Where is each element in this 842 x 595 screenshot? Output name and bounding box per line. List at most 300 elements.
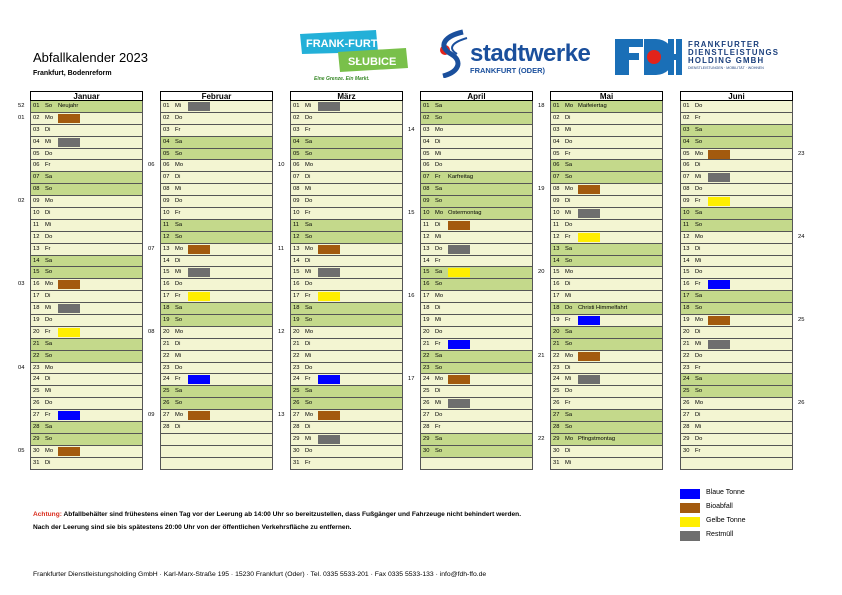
week-number: 12	[278, 328, 285, 335]
day-number: 19	[163, 317, 170, 324]
weekday: Di	[305, 174, 311, 181]
day-row	[290, 196, 403, 208]
day-row	[18, 363, 143, 375]
month-header: April	[420, 91, 533, 101]
weekday: Do	[435, 328, 443, 335]
day-number: 28	[293, 424, 300, 431]
day-number: 08	[163, 186, 170, 193]
day-number: 02	[33, 114, 40, 121]
weekday: Sa	[695, 293, 703, 300]
day-number: 27	[683, 412, 690, 419]
brown-bin-marker	[578, 185, 600, 194]
day-number: 22	[683, 352, 690, 359]
weekday: Sa	[565, 412, 573, 419]
day-number: 11	[683, 221, 690, 228]
weekday: Fr	[565, 317, 571, 324]
day-number: 19	[423, 317, 430, 324]
day-row	[408, 374, 533, 386]
day-number: 08	[423, 186, 430, 193]
week-number: 26	[798, 400, 805, 407]
day-number: 28	[163, 424, 170, 431]
day-number: 04	[423, 138, 430, 145]
day-number: 02	[293, 114, 300, 121]
weekday: Do	[695, 269, 703, 276]
weekday: So	[175, 400, 183, 407]
week-number: 05	[18, 447, 25, 454]
weekday: Do	[175, 281, 183, 288]
day-number: 22	[33, 352, 40, 359]
weekday: Sa	[175, 388, 183, 395]
weekday: So	[45, 186, 53, 193]
weekday: Do	[305, 114, 313, 121]
weekday: Mo	[45, 447, 54, 454]
day-number: 09	[553, 198, 560, 205]
weekday: Do	[45, 317, 53, 324]
day-row	[420, 184, 533, 196]
weekday: Mi	[305, 186, 312, 193]
weekday: Mo	[175, 162, 184, 169]
weekday: Do	[45, 233, 53, 240]
day-row	[18, 113, 143, 125]
day-number: 03	[553, 126, 560, 133]
day-number: 16	[293, 281, 300, 288]
weekday: Fr	[45, 328, 51, 335]
day-number: 15	[553, 269, 560, 276]
gray-bin-marker	[448, 399, 470, 408]
day-number: 31	[553, 459, 560, 466]
day-row	[550, 160, 663, 172]
day-row	[680, 446, 793, 458]
day-row	[550, 458, 663, 470]
day-number: 20	[423, 328, 430, 335]
day-number: 21	[423, 340, 430, 347]
weekday: So	[695, 305, 703, 312]
day-number: 29	[33, 435, 40, 442]
week-number: 07	[148, 245, 155, 252]
weekday: Fr	[175, 376, 181, 383]
holiday-label: Ostermontag	[448, 210, 482, 217]
day-number: 30	[683, 447, 690, 454]
day-number: 25	[423, 388, 430, 395]
yellow-swatch	[680, 517, 700, 527]
blue-bin-marker	[578, 316, 600, 325]
blue-bin-marker	[708, 280, 730, 289]
weekday: Do	[435, 412, 443, 419]
day-number: 22	[163, 352, 170, 359]
day-row	[290, 279, 403, 291]
month-0	[18, 91, 143, 470]
day-number: 01	[423, 103, 430, 109]
day-row	[160, 208, 273, 220]
day-number: 29	[683, 435, 690, 442]
day-row	[290, 172, 403, 184]
weekday: Fr	[305, 210, 311, 217]
day-number: 28	[423, 424, 430, 431]
day-number: 22	[553, 352, 560, 359]
weekday: Di	[45, 293, 51, 300]
weekday: Mo	[305, 328, 314, 335]
day-row	[30, 160, 143, 172]
weekday: Do	[435, 245, 443, 252]
day-row	[680, 208, 793, 220]
day-number: 20	[163, 328, 170, 335]
fdh-logo-icon	[614, 37, 684, 77]
weekday: Mo	[45, 281, 54, 288]
weekday: Mi	[435, 150, 442, 157]
day-row	[420, 339, 533, 351]
day-number: 01	[683, 103, 690, 109]
weekday: Do	[695, 435, 703, 442]
day-number: 10	[423, 210, 430, 217]
month-header: Juni	[680, 91, 793, 101]
notice-warning: Achtung:	[33, 511, 62, 518]
weekday: So	[565, 424, 573, 431]
day-row	[680, 244, 793, 256]
weekday: Mo	[565, 103, 574, 109]
weekday: Mi	[695, 257, 702, 264]
day-number: 11	[163, 221, 170, 228]
day-row	[278, 244, 403, 256]
day-number: 30	[423, 447, 430, 454]
day-number: 04	[163, 138, 170, 145]
day-row	[550, 244, 663, 256]
day-number: 01	[163, 103, 170, 109]
weekday: Mi	[45, 305, 52, 312]
day-number: 19	[293, 317, 300, 324]
weekday: Mo	[565, 435, 574, 442]
weekday: Sa	[435, 186, 443, 193]
day-number: 16	[423, 281, 430, 288]
day-number: 07	[553, 174, 560, 181]
day-row	[160, 184, 273, 196]
weekday: Sa	[305, 221, 313, 228]
day-row	[680, 398, 805, 410]
day-row	[30, 303, 143, 315]
weekday: Fr	[695, 364, 701, 371]
day-row	[680, 172, 793, 184]
week-number: 20	[538, 269, 545, 276]
day-number: 16	[163, 281, 170, 288]
gray-bin-marker	[708, 173, 730, 182]
holiday-label: Christi Himmelfahrt	[578, 305, 628, 312]
day-row	[680, 386, 793, 398]
day-row	[160, 113, 273, 125]
day-row	[680, 149, 805, 161]
weekday: Fr	[305, 459, 311, 466]
day-number: 19	[683, 317, 690, 324]
day-number: 21	[553, 340, 560, 347]
day-row	[160, 374, 273, 386]
day-row	[290, 374, 403, 386]
day-row	[550, 149, 663, 161]
day-row	[680, 160, 793, 172]
day-row	[680, 113, 793, 125]
day-row	[290, 363, 403, 375]
day-row	[420, 149, 533, 161]
day-row	[30, 327, 143, 339]
day-number: 07	[163, 174, 170, 181]
day-number: 14	[553, 257, 560, 264]
legend-label: Blaue Tonne	[706, 489, 745, 496]
day-number: 18	[683, 305, 690, 312]
brown-bin-marker	[58, 447, 80, 456]
day-row	[420, 137, 533, 149]
day-number: 23	[683, 364, 690, 371]
legend-label: Gelbe Tonne	[706, 517, 746, 524]
week-number: 04	[18, 364, 25, 371]
week-number: 17	[408, 376, 415, 383]
day-row	[550, 291, 663, 303]
day-row	[30, 220, 143, 232]
gray-bin-marker	[578, 209, 600, 218]
day-number: 09	[33, 198, 40, 205]
day-row	[550, 398, 663, 410]
day-number: 15	[33, 269, 40, 276]
weekday: Mo	[45, 114, 54, 121]
day-row	[680, 339, 793, 351]
svg-text:2023: 2023	[386, 37, 398, 43]
day-number: 08	[683, 186, 690, 193]
weekday: Mo	[565, 186, 574, 193]
weekday: Mi	[305, 103, 312, 109]
day-row	[680, 101, 793, 113]
day-number: 22	[293, 352, 300, 359]
day-number: 04	[683, 138, 690, 145]
weekday: Di	[565, 364, 571, 371]
weekday: Fr	[305, 376, 311, 383]
gray-bin-marker	[578, 375, 600, 384]
day-row	[550, 410, 663, 422]
weekday: Mi	[45, 388, 52, 395]
day-row	[148, 160, 273, 172]
day-number: 11	[553, 221, 560, 228]
day-number: 25	[553, 388, 560, 395]
day-number: 27	[293, 412, 300, 419]
day-row	[680, 267, 793, 279]
weekday: Di	[45, 459, 51, 466]
weekday: Sa	[435, 435, 443, 442]
weekday: Mo	[695, 317, 704, 324]
brown-bin-marker	[188, 245, 210, 254]
weekday: Sa	[305, 138, 313, 145]
day-number: 16	[683, 281, 690, 288]
weekday: Di	[305, 340, 311, 347]
week-number: 08	[148, 328, 155, 335]
weekday: Sa	[435, 269, 443, 276]
day-number: 19	[553, 317, 560, 324]
day-row	[290, 398, 403, 410]
day-row	[550, 113, 663, 125]
day-number: 23	[163, 364, 170, 371]
day-number: 21	[683, 340, 690, 347]
month-header: Januar	[30, 91, 143, 101]
day-number: 20	[293, 328, 300, 335]
day-row	[420, 422, 533, 434]
day-row	[550, 220, 663, 232]
brown-bin-marker	[58, 280, 80, 289]
day-number: 05	[423, 150, 430, 157]
weekday: Mo	[565, 269, 574, 276]
yellow-bin-marker	[318, 292, 340, 301]
day-number: 13	[553, 245, 560, 252]
day-row	[420, 101, 533, 113]
day-row	[408, 291, 533, 303]
yellow-bin-marker	[58, 328, 80, 337]
day-number: 24	[293, 376, 300, 383]
footer: Frankfurter Dienstleistungsholding GmbH · Karl-Marx-Straße 195 · 15230 Frankfurt (Oder) · Tel. 0335 5533-201 · Fax 0335 5533-133 · info@fdh-ffo.de	[33, 571, 487, 578]
day-row	[160, 422, 273, 434]
day-row	[290, 315, 403, 327]
yellow-bin-marker	[448, 268, 470, 277]
day-number: 26	[683, 400, 690, 407]
day-row	[550, 327, 663, 339]
day-number: 04	[293, 138, 300, 145]
day-row	[160, 434, 273, 446]
weekday: Fr	[695, 198, 701, 205]
weekday: Sa	[565, 162, 573, 169]
day-number: 17	[553, 293, 560, 300]
day-row	[420, 196, 533, 208]
day-row	[290, 291, 403, 303]
weekday: Do	[175, 198, 183, 205]
day-row	[30, 315, 143, 327]
day-row	[420, 458, 533, 470]
day-number: 16	[33, 281, 40, 288]
day-number: 02	[163, 114, 170, 121]
day-number: 13	[163, 245, 170, 252]
day-row	[550, 256, 663, 268]
day-row	[680, 374, 793, 386]
day-number: 14	[293, 257, 300, 264]
day-number: 26	[293, 400, 300, 407]
day-number: 08	[33, 186, 40, 193]
logo1-caption: Eine Grenze. Ein Markt.	[314, 76, 370, 82]
day-row	[160, 363, 273, 375]
week-number: 52	[18, 103, 25, 109]
day-number: 09	[423, 198, 430, 205]
day-number: 18	[553, 305, 560, 312]
weekday: Do	[565, 221, 573, 228]
day-row	[420, 160, 533, 172]
weekday: Mo	[175, 412, 184, 419]
weekday: Mo	[305, 412, 314, 419]
weekday: Do	[305, 364, 313, 371]
weekday: So	[565, 257, 573, 264]
day-number: 25	[33, 388, 40, 395]
day-row	[420, 434, 533, 446]
day-number: 17	[423, 293, 430, 300]
legend-label: Bioabfall	[706, 503, 733, 510]
day-number: 09	[683, 198, 690, 205]
weekday: Di	[435, 221, 441, 228]
weekday: Fr	[435, 257, 441, 264]
day-row	[30, 208, 143, 220]
weekday: So	[435, 364, 443, 371]
day-row	[290, 184, 403, 196]
week-number: 10	[278, 162, 285, 169]
day-row	[680, 363, 793, 375]
weekday: Mo	[305, 162, 314, 169]
weekday: Do	[695, 103, 703, 109]
month-4	[538, 91, 663, 470]
day-row	[160, 351, 273, 363]
week-number: 11	[278, 245, 285, 252]
day-number: 17	[683, 293, 690, 300]
week-number: 15	[408, 210, 415, 217]
day-number: 01	[293, 103, 300, 109]
day-row	[30, 256, 143, 268]
weekday: Sa	[305, 305, 313, 312]
brown-bin-marker	[318, 411, 340, 420]
day-number: 18	[33, 305, 40, 312]
weekday: Fr	[435, 424, 441, 431]
day-row	[420, 363, 533, 375]
fdh-name-line3: HOLDING GMBH	[688, 56, 765, 65]
weekday: Do	[695, 186, 703, 193]
weekday: So	[695, 138, 703, 145]
month-2	[278, 91, 403, 470]
day-row	[420, 172, 533, 184]
day-row	[680, 256, 793, 268]
weekday: Di	[695, 245, 701, 252]
weekday: Fr	[45, 412, 51, 419]
day-number: 10	[33, 210, 40, 217]
weekday: Fr	[305, 126, 311, 133]
day-row	[290, 256, 403, 268]
day-number: 13	[293, 245, 300, 252]
day-row	[30, 291, 143, 303]
day-row	[30, 339, 143, 351]
day-row	[680, 410, 793, 422]
day-number: 13	[683, 245, 690, 252]
day-row	[680, 327, 793, 339]
month-3	[408, 91, 533, 470]
day-row	[290, 422, 403, 434]
weekday: Di	[45, 126, 51, 133]
day-row	[420, 113, 533, 125]
day-row	[148, 410, 273, 422]
day-row	[290, 232, 403, 244]
day-number: 30	[293, 447, 300, 454]
blue-bin-marker	[58, 411, 80, 420]
day-row	[680, 279, 793, 291]
brown-bin-marker	[708, 150, 730, 159]
day-number: 31	[33, 459, 40, 466]
day-number: 10	[683, 210, 690, 217]
day-number: 17	[293, 293, 300, 300]
weekday: Do	[305, 281, 313, 288]
day-number: 11	[293, 221, 300, 228]
weekday: Sa	[305, 388, 313, 395]
day-number: 03	[293, 126, 300, 133]
day-row	[30, 351, 143, 363]
day-row	[290, 137, 403, 149]
day-row	[30, 458, 143, 470]
day-row	[30, 434, 143, 446]
weekday: Mo	[435, 376, 444, 383]
day-number: 20	[553, 328, 560, 335]
gray-bin-marker	[58, 304, 80, 313]
weekday: Sa	[45, 340, 53, 347]
weekday: Do	[435, 162, 443, 169]
day-row	[550, 232, 663, 244]
week-number: 09	[148, 412, 155, 419]
yellow-bin-marker	[188, 292, 210, 301]
day-row	[420, 446, 533, 458]
day-number: 21	[293, 340, 300, 347]
day-row	[30, 232, 143, 244]
day-row	[30, 422, 143, 434]
